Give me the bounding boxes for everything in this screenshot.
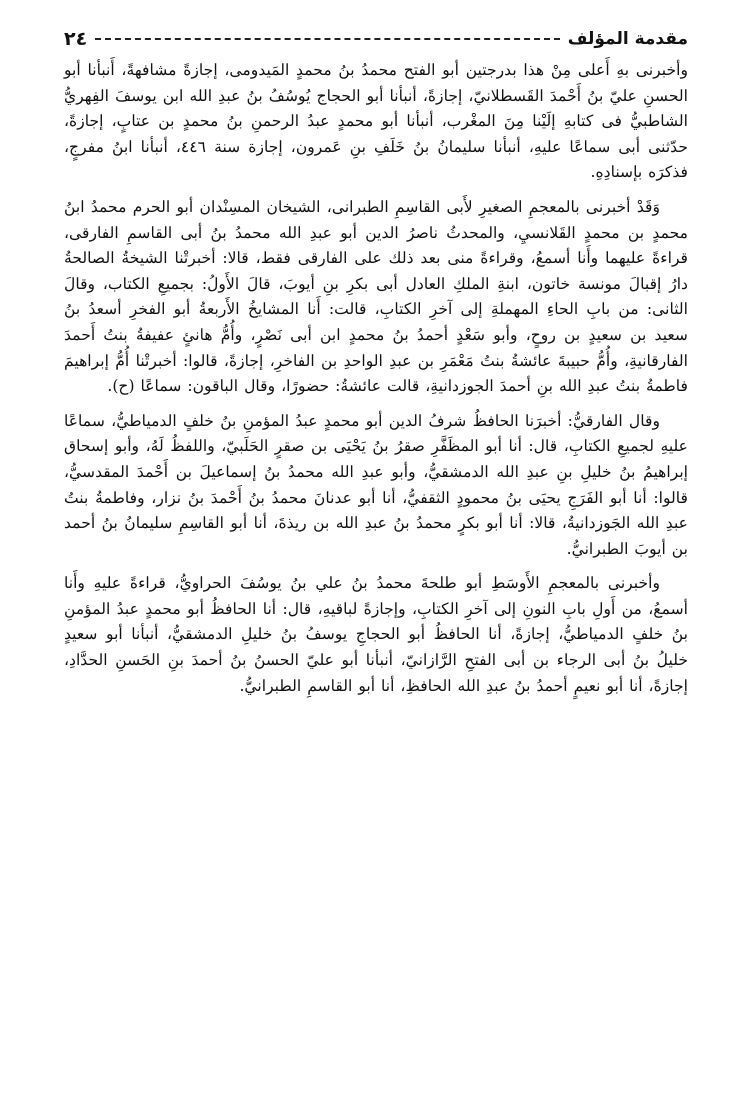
paragraph-3: وقال الفارقيُّ: أخبرَنا الحافظُ شرفُ الدين أبو محمدٍ عبدُ المؤمنِ بنُ خلفٍ الدمياطيُّ، سماعًا عليهِ لجميعِ الكتابِ، قال: أنا أبو المظَفَّرِ صقرُ بنُ يَحْيَى بن صقرٍ الحَلَبيّ، واللفظُ لَهُ، وأبو إسحاق إبراهيمُ بنُ خليلِ بنِ عبدِ الله الدمشقيُّ، وأبو عبدِ الله محمدُ بنُ إسماعيلَ بن أَحْمدَ المقدسيُّ، قالوا: أنا أبو الفَرَجِ يحيَى بنُ محمودٍ الثقفيُّ، أنا أبو عدنانَ محمدُ بنُ أَحْمدَ بنُ نزار، وفاطمةُ بنتُ عبدِ الله الجَوزدانيةُ، قالا: أنا أبو بكرٍ محمدُ بنُ عبدِ الله بن ريذةَ، أنا أبو القاسِمِ سليمانُ بنُ أحمد بن أيوبَ الطبرانيُّ. — [64, 411, 688, 558]
page-body — [64, 58, 688, 699]
running-title: مقدمة المؤلف — [567, 29, 688, 49]
paragraph-4: وأخبرنى بالمعجمِ الأَوسَطِ أبو طلحةَ محمدُ بنُ علي بنُ يوسُفَ الحراويُّ، قراءةً عليهِ وأَنا أسمعُ، من أَولِ بابِ النونِ إلى آخرِ الكتابِ، وإجازةً لباقيهِ، قال: أنا الحافظُ أبو محمدٍ عبدُ المؤمنِ بنُ خلفٍ الدمياطيُّ، إجازةً، أنا الحافظُ أبو الحجاجِ يوسفُ بنُ خليلِ الدمشقيُّ، أنبأنا أبو سعيدٍ خليلُ بنُ أبى الرجاء بن أبى الفتحِ الرَّازانيّ، أنبأنا أبو عليّ الحسنُ بنُ أحمدَ بنِ الحَسنِ الحدَّادِ، إجازةً، أنا أبو نعيمٍ أحمدُ بنُ عبدِ الله الحافظِ، أنا أبو القاسمِ الطبرانيُّ. — [64, 574, 688, 695]
paragraph-1: وأخبرنى بهِ أَعلى مِنْ هذا بدرجتين أبو الفتح محمدُ بنُ محمدٍ المَيدومى، إجازةً مشافهةً، أَنبأنا أبو الحسنِ عليّ بنُ أَحْمدَ القَسطلانيّ، إجازةً، أنبأنا أبو الحجاج يُوسُفُ بنُ عبدِ الله ابن يوسفَ الفِهريُّ الشاطبيُّ فى كتابهِ إلَيْنا مِنَ المغْرب، أنبأنا أبو محمدٍ عبدُ الرحمنِ بنُ محمدٍ بن عتابٍ، إجازةً، حدّثنى أبى سماعًا عليهِ، أنبأنا سليمانُ بنُ خَلَفِ بنِ عَمرون، إجازة سنة ٤٤٦، أنبأنا ابنُ مفرجٍ، فذكرَه بإسنادِهِ. — [64, 61, 688, 182]
page-number: ٢٤ — [64, 28, 88, 50]
page-header — [64, 26, 688, 52]
header-rule — [95, 38, 560, 40]
paragraph-2: وَقَدْ أخبرنى بالمعجمِ الصغيرِ لأَبى القاسِمِ الطبرانى، الشيخان المسِنْدان أبو الحرم محمدُ ابنُ محمدٍ بن محمدٍ القَلانسيِ، والمحدثُ ناصرُ الدين أبو عبدِ الله محمدُ بنُ أبى القاسمِ الفارقى، قراءةً عليهما وأَنا أسمعُ، وقراءةً منى بعد ذلك على الفارقى فقط، قالا: أخبرتْنا الشيخةُ الصالحةُ دارُ إقبالَ مونسة خاتون، ابنةِ الملكِ العادل أبى بكرِ بنِ أيوبَ، قالَ الأَولُ: بجميعِ الكتاب، وقالَ الثانى: من بابِ الحاءِ المهملةِ إلى آخرِ الكتابِ، قالت: أَنا المشايخُ الأَربعةُ أبو الفخرِ أسعدُ بنُ سعيد بن سعيدٍ بن روحٍ، وأبو سَعْدٍ أحمدُ بنُ محمدٍ ابن أبى نَصْرٍ، وأُمُّ هانئٍ عفيفةُ بنتُ أَحمدَ الفارقانيةِ، وأُمُّ حبيبةَ عائشةُ بنتُ مَعْمَرِ بن عبدِ الواحدِ بن الفاخرِ، إجازةً، قالوا: أخبرتْنا أُمُّ إبراهيمَ فاطمةُ بنتُ عبدِ الله بنِ أحمدَ الجوزدانيةِ، قالت عائشةُ: حضورًا، وقال الباقون: سماعًا (ح). — [64, 197, 688, 396]
